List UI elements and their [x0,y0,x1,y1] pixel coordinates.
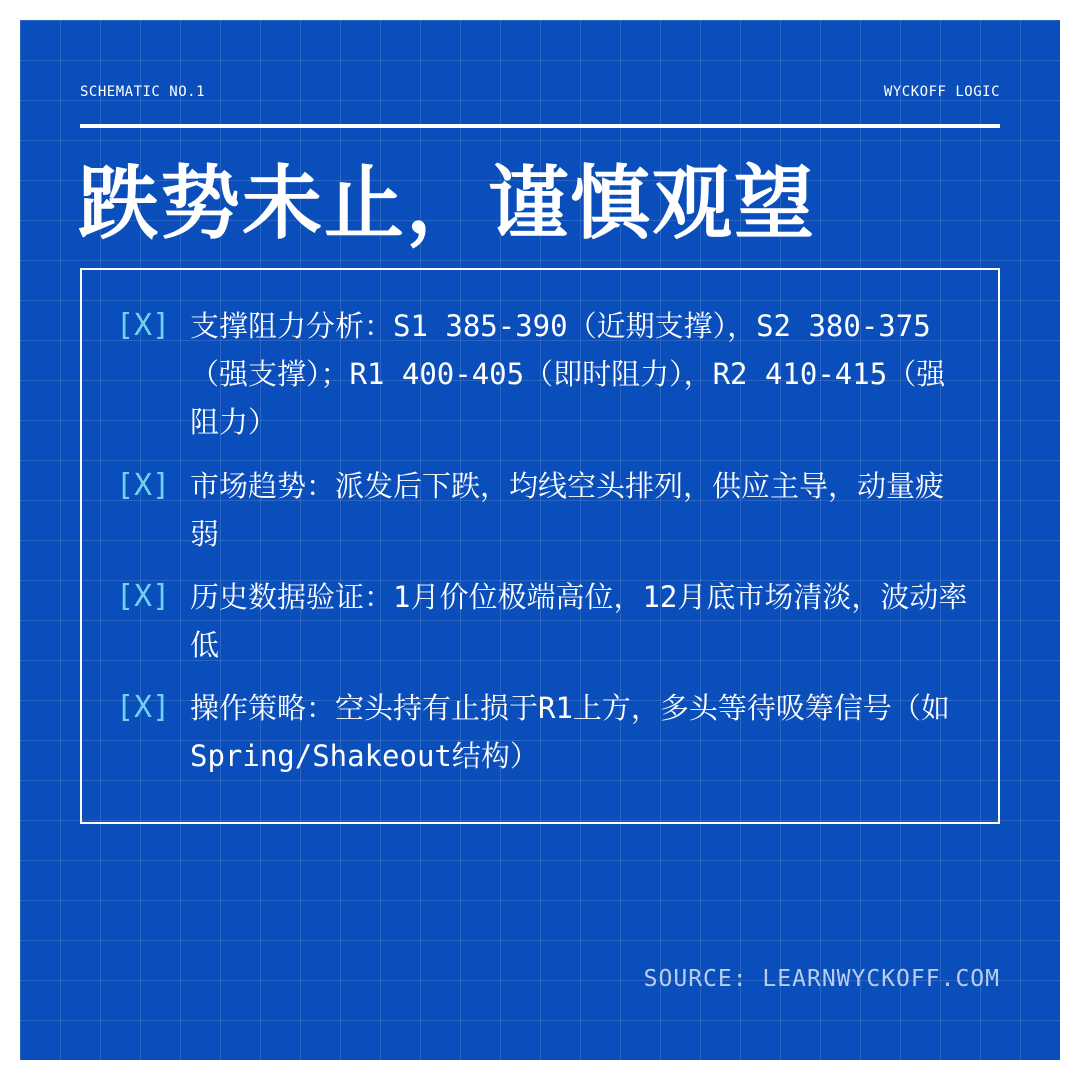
checklist-item-text: 市场趋势：派发后下跌，均线空头排列，供应主导，动量疲弱 [190,469,945,551]
checkbox-x-icon: [X] [116,308,171,343]
wyckoff-logic-label: WYCKOFF LOGIC [883,84,1000,100]
schematic-label: SCHEMATIC NO.1 [80,84,206,100]
checklist-item-historical-data [116,573,968,669]
checkbox-x-icon: [X] [116,468,171,503]
checklist-item-market-trend [116,462,968,558]
poster-card [20,20,1060,1060]
header-divider [80,124,1000,128]
source-credit: SOURCE: LEARNWYCKOFF.COM [643,966,1000,992]
checkbox-x-icon: [X] [116,690,171,725]
checklist-item-text: 历史数据验证：1月价位极端高位，12月底市场清淡，波动率低 [190,580,968,662]
checklist-item-strategy [116,684,968,780]
page-title: 跌势未止，谨慎观望 [78,157,816,250]
checklist-item-support-resistance [116,302,968,446]
checklist-item-text: 支撑阻力分析：S1 385-390（近期支撑），S2 380-375（强支撑）；R1 400-405（即时阻力），R2 410-415（强阻力） [190,309,946,439]
checklist-box [80,268,1000,824]
checkbox-x-icon: [X] [116,579,171,614]
checklist-item-text: 操作策略：空头持有止损于R1上方，多头等待吸筹信号（如Spring/Shakeout结构） [190,691,950,773]
